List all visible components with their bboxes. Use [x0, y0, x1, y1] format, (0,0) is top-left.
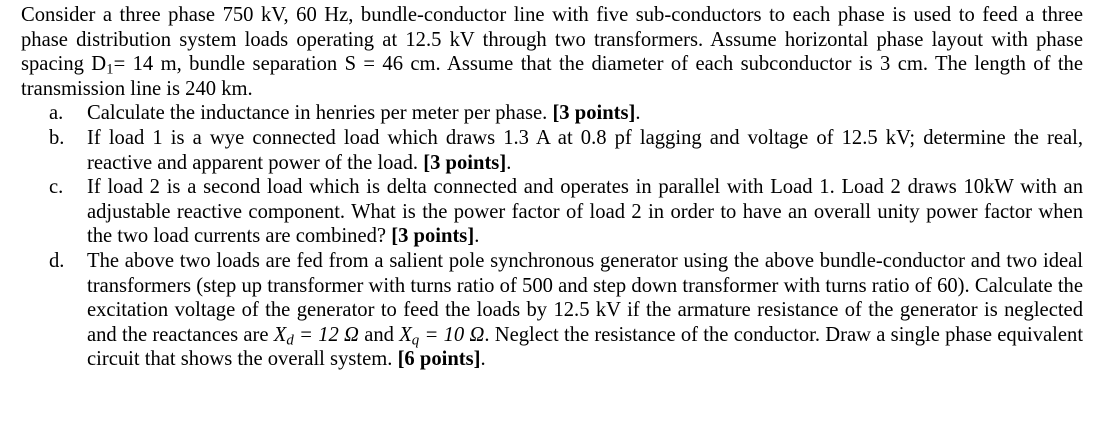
part-text: If load 1 is a wye connected load which draws 1.3 A at 0.8 pf lagging and voltage of 12.5 kV; determine the real, reactive and apparent power of the load.: [87, 126, 1083, 174]
part-text-2: . Neglect the resistance of the conductor. Draw a single phase equivalent circuit that shows the overall system.: [87, 323, 1084, 371]
question-part-a: [21, 101, 1083, 126]
part-letter: a.: [49, 102, 64, 125]
part-text: If load 2 is a second load which is delta connected and operates in parallel with Load 1. Load 2 draws 10kW with an adjustable reactive component. What is the power factor of load 2 in order to have an overall unity power factor when the two load currents are combined?: [87, 176, 1083, 248]
xd-subscript: d: [286, 332, 294, 349]
xd-value: = 12 Ω: [293, 323, 359, 346]
part-end: .: [474, 225, 480, 248]
part-end: .: [635, 102, 641, 125]
points-label: [3 points]: [552, 102, 636, 125]
part-text: The above two loads are fed from a salient pole synchronous generator using the above bundle-conductor and two ideal transformers (step up transformer with turns ratio of 500 and step down transformer with turns ratio of 60). Calculate the excitation voltage of the generator to feed the loads by 12.5 kV if the armature resistance of the generator is neglected and the reactances are: [87, 249, 1083, 346]
intro-text-1: Consider a three phase 750 kV, 60 Hz, bundle-conductor line with five sub-conductors to each phase is used to feed a three phase distribution system loads operating at 12.5 kV through two transformers. Assume horizontal phase layout with phase spacing D: [21, 4, 1083, 76]
problem-statement: [21, 3, 1083, 101]
question-part-c: [21, 175, 1083, 249]
xq-value: = 10 Ω: [419, 323, 485, 346]
intro-text-2: = 14 m, bundle separation S = 46 cm. Assume that the diameter of each subconductor is 3 cm. The length of the transmission line is 240 km.: [21, 53, 1083, 100]
question-part-b: [21, 126, 1083, 175]
part-end: .: [506, 151, 512, 174]
and-text: and: [358, 323, 400, 346]
problem-document: [21, 3, 1083, 372]
part-letter: b.: [49, 126, 65, 149]
xq-subscript: q: [411, 332, 420, 349]
part-end: .: [480, 348, 486, 371]
points-label: [3 points]: [391, 225, 475, 248]
part-text: Calculate the inductance in henries per meter per phase.: [87, 102, 553, 125]
question-parts: [21, 101, 1083, 372]
points-label: [6 points]: [397, 348, 481, 371]
points-label: [3 points]: [423, 151, 507, 174]
xq-symbol: $X_q$: [399, 323, 420, 349]
part-letter: c.: [49, 176, 64, 199]
question-part-d: [21, 249, 1083, 372]
xd-symbol: $X_d$: [273, 323, 294, 349]
phase-spacing-subscript: 1: [106, 61, 114, 78]
part-letter: d.: [49, 249, 65, 272]
